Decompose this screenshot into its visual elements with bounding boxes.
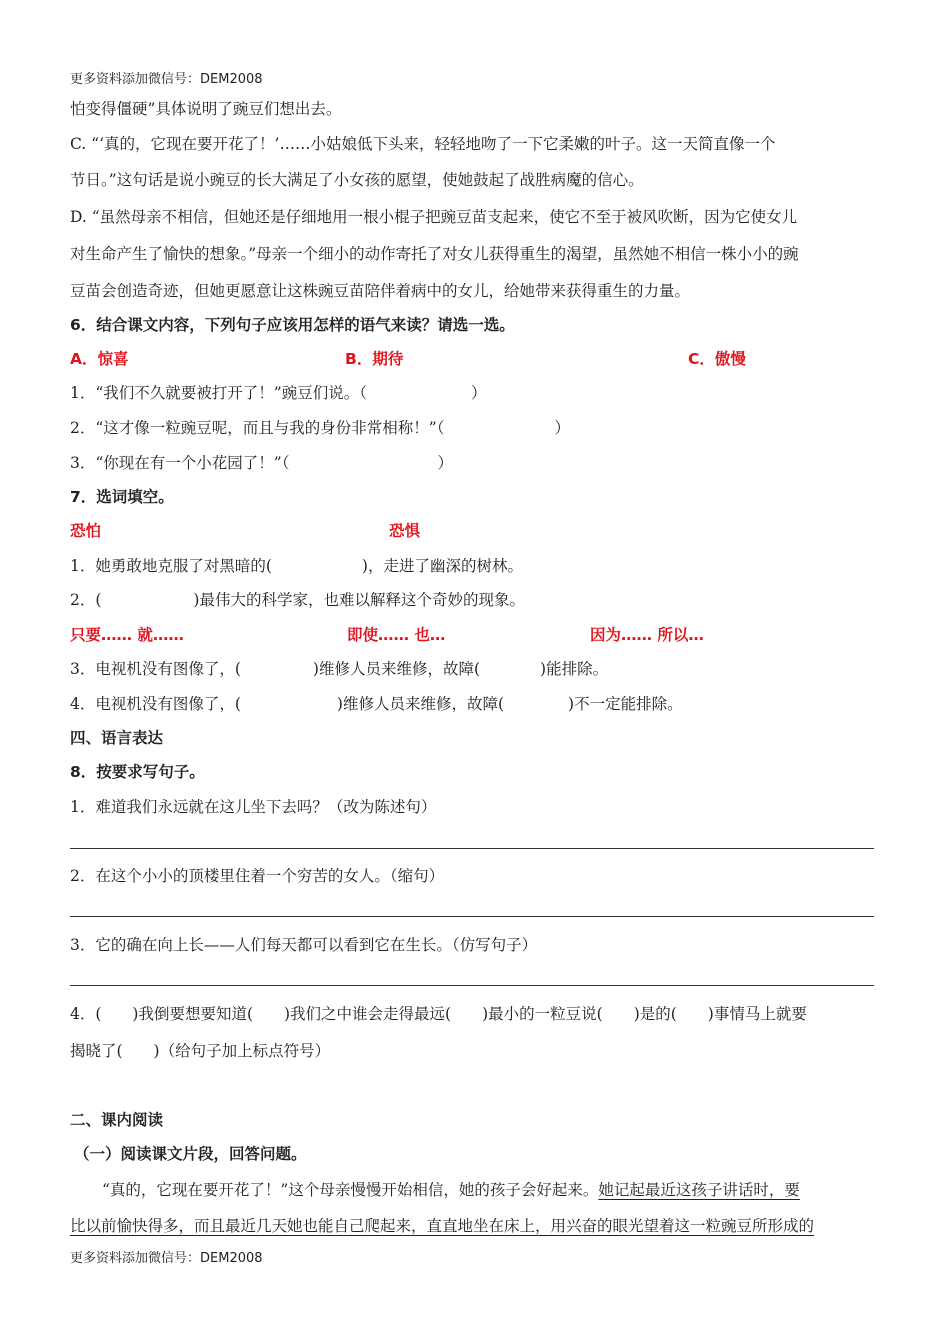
q7-conj-3: 因为…… 所以… bbox=[590, 626, 704, 644]
footer-note: 更多资料添加微信号：DEM2008 bbox=[70, 1251, 263, 1266]
q5-option-c-line1: C. “‘真的，它现在要开花了！’……小姑娘低下头来，轻轻地吻了一下它柔嫩的叶子。这一天简直像一个 bbox=[70, 135, 776, 153]
q8-item-2: 2．在这个小小的顶楼里住着一个穷苦的女人。（缩句） bbox=[70, 867, 445, 885]
q5-option-d-line1: D. “虽然母亲不相信，但她还是仔细地用一根小棍子把豌豆苗支起来，使它不至于被风吹断，因为它使女儿 bbox=[70, 208, 798, 226]
q6-item-3: 3．“你现在有一个小花园了！”（ ） bbox=[70, 454, 453, 472]
q8-answer-line-1[interactable] bbox=[70, 848, 874, 849]
q7-sentence-4: 4．电视机没有图像了，( )维修人员来维修，故障( )不一定能排除。 bbox=[70, 695, 683, 713]
q8-title: 8．按要求写句子。 bbox=[70, 763, 205, 781]
q5-option-d-line3: 豆苗会创造奇迹，但她更愿意让这株豌豆苗陪伴着病中的女儿，给她带来获得重生的力量。 bbox=[70, 282, 691, 300]
q6-option-c: C．傲慢 bbox=[688, 350, 746, 368]
q7-word-2: 恐惧 bbox=[389, 522, 421, 540]
q7-conj-1: 只要…… 就…… bbox=[70, 626, 184, 644]
q8-item-3: 3．它的确在向上长——人们每天都可以看到它在生长。（仿写句子） bbox=[70, 936, 538, 954]
q7-sentence-3: 3．电视机没有图像了，( )维修人员来维修，故障( )能排除。 bbox=[70, 660, 609, 678]
reading-paragraph-line2: 比以前愉快得多，而且最近几天她也能自己爬起来，直直地坐在床上，用兴奋的眼光望着这一粒豌豆所形成的 bbox=[70, 1217, 815, 1235]
q8-answer-line-2[interactable] bbox=[70, 916, 874, 917]
section-4-title: 四、语言表达 bbox=[70, 729, 164, 747]
q5-option-b-tail: 怕变得僵硬”具体说明了豌豆们想出去。 bbox=[70, 100, 342, 118]
reading-subtitle: （一）阅读课文片段，回答问题。 bbox=[74, 1145, 307, 1163]
q7-conj-2: 即使…… 也… bbox=[347, 626, 446, 644]
q8-answer-line-3[interactable] bbox=[70, 985, 874, 986]
q7-sentence-1: 1．她勇敢地克服了对黑暗的( )，走进了幽深的树林。 bbox=[70, 557, 523, 575]
q5-option-c-line2: 节日。”这句话是说小豌豆的长大满足了小女孩的愿望，使她鼓起了战胜病魔的信心。 bbox=[70, 171, 644, 189]
q8-item-1: 1．难道我们永远就在这儿坐下去吗？（改为陈述句） bbox=[70, 798, 437, 816]
reading-paragraph-line1: “真的，它现在要开花了！”这个母亲慢慢开始相信，她的孩子会好起来。她记起最近这孩子讲话时，要 bbox=[102, 1181, 800, 1199]
q7-title: 7．选词填空。 bbox=[70, 488, 174, 506]
q7-sentence-2: 2．( )最伟大的科学家，也难以解释这个奇妙的现象。 bbox=[70, 591, 525, 609]
q6-option-b: B．期待 bbox=[345, 350, 404, 368]
q7-word-1: 恐怕 bbox=[70, 522, 102, 540]
section-2-title: 二、课内阅读 bbox=[70, 1111, 164, 1129]
header-note: 更多资料添加微信号：DEM2008 bbox=[70, 72, 263, 87]
q8-item-4-line2: 揭晓了( )（给句子加上标点符号） bbox=[70, 1042, 331, 1060]
q6-title: 6．结合课文内容，下列句子应该用怎样的语气来读？请选一选。 bbox=[70, 316, 515, 334]
q6-option-a: A．惊喜 bbox=[70, 350, 129, 368]
q5-option-d-line2: 对生命产生了愉快的想象。”母亲一个细小的动作寄托了对女儿获得重生的渴望，虽然她不相信一株小小的豌 bbox=[70, 245, 799, 263]
q8-item-4-line1: 4．( )我倒要想要知道( )我们之中谁会走得最远( )最小的一粒豆说( )是的( )事情马上就要 bbox=[70, 1005, 807, 1023]
q6-item-1: 1．“我们不久就要被打开了！”豌豆们说。（ ） bbox=[70, 384, 487, 402]
q6-item-2: 2．“这才像一粒豌豆呢，而且与我的身份非常相称！”（ ） bbox=[70, 419, 570, 437]
